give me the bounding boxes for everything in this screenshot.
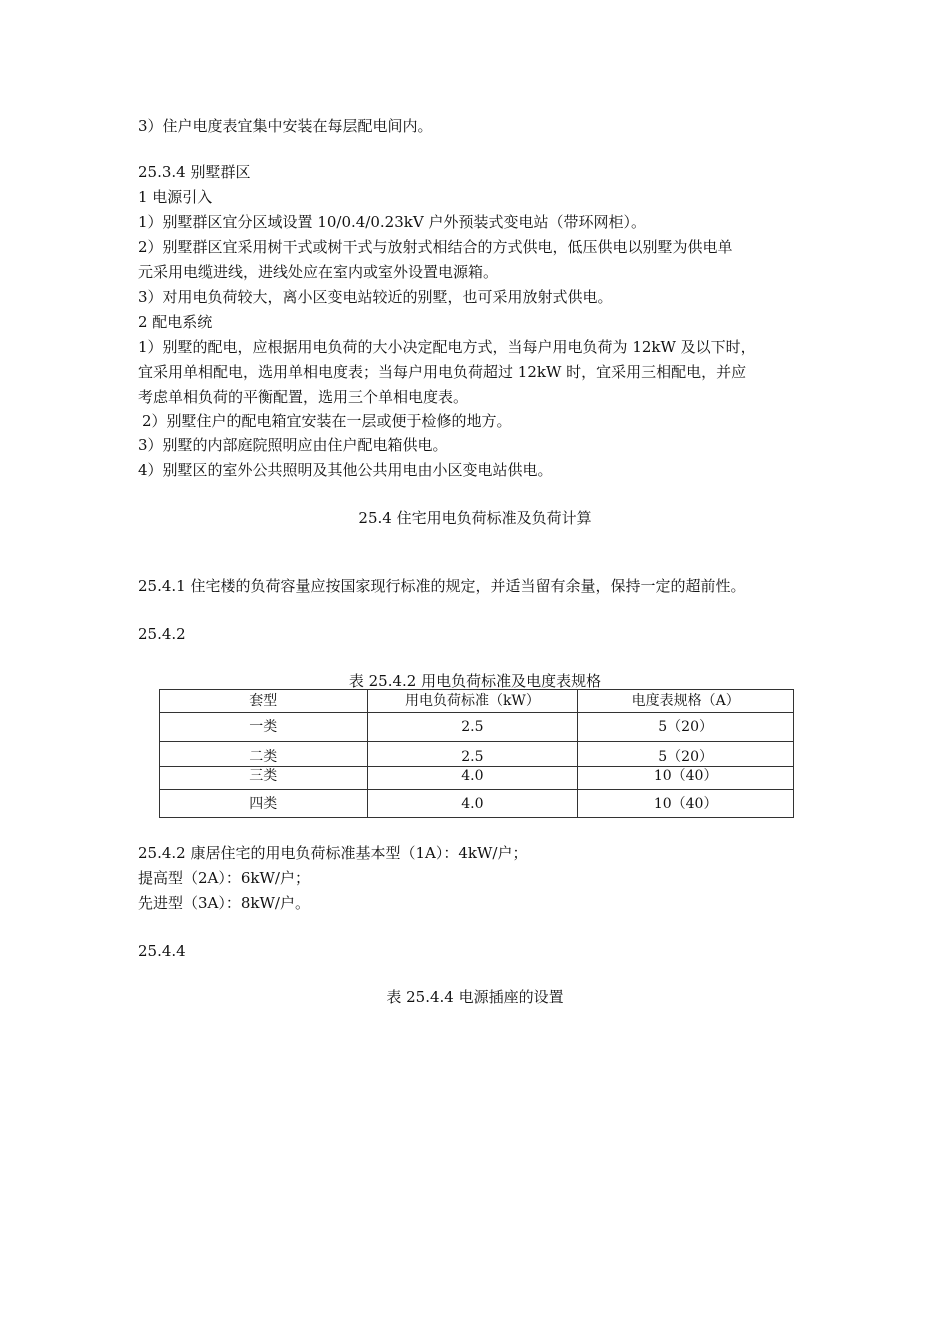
table-cell: 5（20） xyxy=(578,713,794,742)
paragraph-line: 2）别墅群区宜采用树干式或树干式与放射式相结合的方式供电，低压供电以别墅为供电单 xyxy=(138,238,733,256)
table-cell: 10（40） xyxy=(578,790,794,818)
subheading-distribution-system: 2 配电系统 xyxy=(138,313,213,331)
paragraph-line: 25.4.2 康居住宅的用电负荷标准基本型（1A）：4kW/户； xyxy=(138,844,528,862)
table-cell: 一类 xyxy=(160,713,368,742)
table-cell: 2.5 xyxy=(367,742,578,767)
paragraph-line: 3）别墅的内部庭院照明应由住户配电箱供电。 xyxy=(138,436,448,454)
paragraph-line: 3）对用电负荷较大，离小区变电站较近的别墅，也可采用放射式供电。 xyxy=(138,288,613,306)
table-cell: 5（20） xyxy=(578,742,794,767)
section-heading-25-4: 25.4 住宅用电负荷标准及负荷计算 xyxy=(358,509,592,527)
paragraph-line: 25.4.1 住宅楼的负荷容量应按国家现行标准的规定，并适当留有余量，保持一定的超前性。 xyxy=(138,577,746,595)
paragraph-line: 提高型（2A）：6kW/户； xyxy=(138,869,310,887)
table-cell: 4.0 xyxy=(367,767,578,790)
clause-number: 25.4.4 xyxy=(138,942,186,960)
paragraph-line: 4）别墅区的室外公共照明及其他公共用电由小区变电站供电。 xyxy=(138,461,553,479)
table-row xyxy=(160,790,794,818)
paragraph-line: 考虑单相负荷的平衡配置，选用三个单相电度表。 xyxy=(138,388,469,406)
table-cell: 10（40） xyxy=(578,767,794,790)
paragraph-line: 3）住户电度表宜集中安装在每层配电间内。 xyxy=(138,117,433,135)
table-header-cell: 用电负荷标准（kW） xyxy=(367,690,578,713)
paragraph-line: 元采用电缆进线，进线处应在室内或室外设置电源箱。 xyxy=(138,263,499,281)
table-cell: 4.0 xyxy=(367,790,578,818)
table-row xyxy=(160,742,794,767)
table-row xyxy=(160,767,794,790)
subheading-power-intake: 1 电源引入 xyxy=(138,188,213,206)
clause-number: 25.4.2 xyxy=(138,625,186,643)
table-header-cell: 套型 xyxy=(160,690,368,713)
paragraph-line: 宜采用单相配电，选用单相电度表；当每户用电负荷超过 12kW 时，宜采用三相配电，并应 xyxy=(138,363,747,381)
table-header-row xyxy=(160,690,794,713)
paragraph-line: 1）别墅的配电，应根据用电负荷的大小决定配电方式，当每户用电负荷为 12kW 及以下时， xyxy=(138,338,756,356)
section-heading-25-3-4: 25.3.4 别墅群区 xyxy=(138,163,251,181)
table-caption: 表 25.4.4 电源插座的设置 xyxy=(386,988,564,1006)
table-caption: 表 25.4.2 用电负荷标准及电度表规格 xyxy=(348,672,602,690)
table-row xyxy=(160,713,794,742)
paragraph-line: 1）别墅群区宜分区域设置 10/0.4/0.23kV 户外预装式变电站（带环网柜）。 xyxy=(138,213,646,231)
table-header-cell: 电度表规格（A） xyxy=(578,690,794,713)
table-cell: 二类 xyxy=(160,742,368,767)
paragraph-line: 先进型（3A）：8kW/户。 xyxy=(138,894,310,912)
table-cell: 三类 xyxy=(160,767,368,790)
table-cell: 四类 xyxy=(160,790,368,818)
load-standard-table xyxy=(159,689,794,818)
paragraph-line: 2）别墅住户的配电箱宜安装在一层或便于检修的地方。 xyxy=(142,412,512,430)
table-cell: 2.5 xyxy=(367,713,578,742)
